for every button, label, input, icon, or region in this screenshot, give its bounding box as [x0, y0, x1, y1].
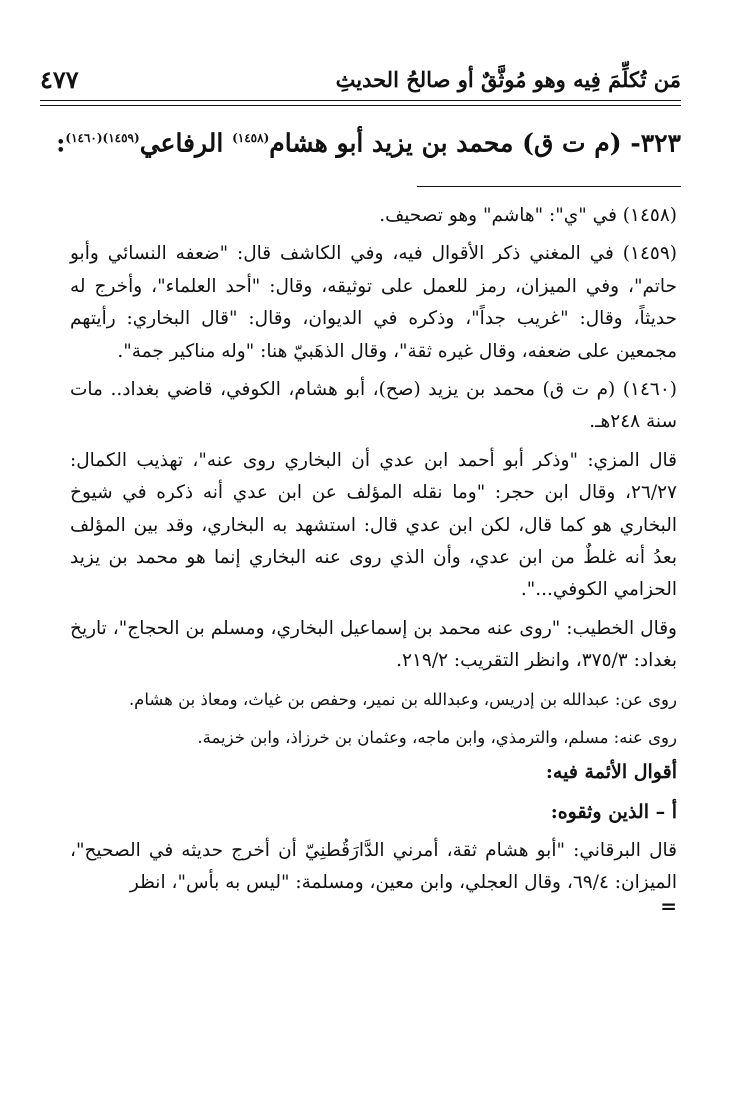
- footnote: (١٤٥٩) في المغني ذكر الأقوال فيه، وفي الكاشف قال: "ضعفه النسائي وأبو حاتم"، وفي الميزان، رمز للعمل على توثيقه، وقال: "أحد العلماء"، وأخرج له حديثاً، وقال: "غريب جداً"، وذكره في الديوان، وقال: "قال البخاري: رأيتهم مجمعين على ضعفه، وقال غيره ثقة"، وقال الذهَبيّ هنا: "وله مناكير جمة".: [70, 243, 677, 362]
- entry-colon: :: [56, 128, 66, 158]
- footnote: قال المزي: "وذكر أبو أحمد ابن عدي أن البخاري روى عنه"، تهذيب الكمال: ٢٦/٢٧، وقال ابن حجر: "وما نقله المؤلف عن ابن عدي أنه ذكره في شيوخ البخاري هو كما قال، لكن ابن عدي قال: استشهد به البخاري، وقد بين المؤلف بعدُ أنه غلطٌ من ابن عدي، وأن الذي روى عنه البخاري إنما هو محمد بن يزيد الحزامي الكوفي...".: [70, 449, 677, 601]
- footnote: روى عن: عبدالله بن إدريس، وعبدالله بن نمير، وحفص بن غياث، ومعاذ بن هشام.: [128, 689, 677, 709]
- footnote: (١٤٦٠) (م ت ق) محمد بن يزيد (صح)، أبو هشام، الكوفي، قاضي بغداد.. مات سنة ٢٤٨هـ.: [70, 379, 677, 433]
- footnote: روى عنه: مسلم، والترمذي، وابن ماجه، وعثمان بن خرزاذ، وابن خزيمة.: [197, 728, 677, 748]
- footnote-ref: (١٤٥٨): [232, 131, 270, 145]
- running-title: مَن تُكلِّمَ فِيه وهو مُوثَّقٌ أو صالحُ الحديثِ: [335, 66, 681, 92]
- entry-nisba: الرفاعي: [139, 128, 224, 158]
- page-number: ٤٧٧: [40, 64, 79, 94]
- body-paragraph: قال البرقاني: "أبو هشام ثقة، أمرني الدَّارَقُطنِيّ أن أخرج حديثه في الصحيح"، الميزان: ٦٩/٤، وقال العجلي، وابن معين، ومسلمة: "ليس به بأس"، انظر: [70, 839, 677, 893]
- header-rule: [40, 100, 681, 106]
- footnote-separator: [417, 186, 681, 187]
- footnote: وقال الخطيب: "روى عنه محمد بن إسماعيل البخاري، ومسلم بن الحجاج"، تاريخ بغداد: ٣٧٥/٣، وانظر التقريب: ٢١٩/٢.: [70, 617, 677, 672]
- page-body: [70, 200, 677, 919]
- subheading: أ – الذين وثقوه:: [550, 800, 677, 823]
- section-heading: أقوال الأئمة فيه:: [545, 760, 677, 783]
- entry-sigla: (م ت ق): [522, 128, 622, 158]
- entry-name: محمد بن يزيد أبو هشام: [269, 128, 514, 158]
- footnote-ref: (١٤٥٩)(١٤٦٠): [65, 131, 140, 145]
- running-header: [40, 62, 681, 96]
- entry-title: [40, 118, 681, 163]
- footnote: (١٤٥٨) في "ي": "هاشم" وهو تصحيف.: [379, 205, 677, 226]
- entry-number: ٣٢٣-: [630, 128, 681, 158]
- continuation-mark: =: [660, 894, 677, 919]
